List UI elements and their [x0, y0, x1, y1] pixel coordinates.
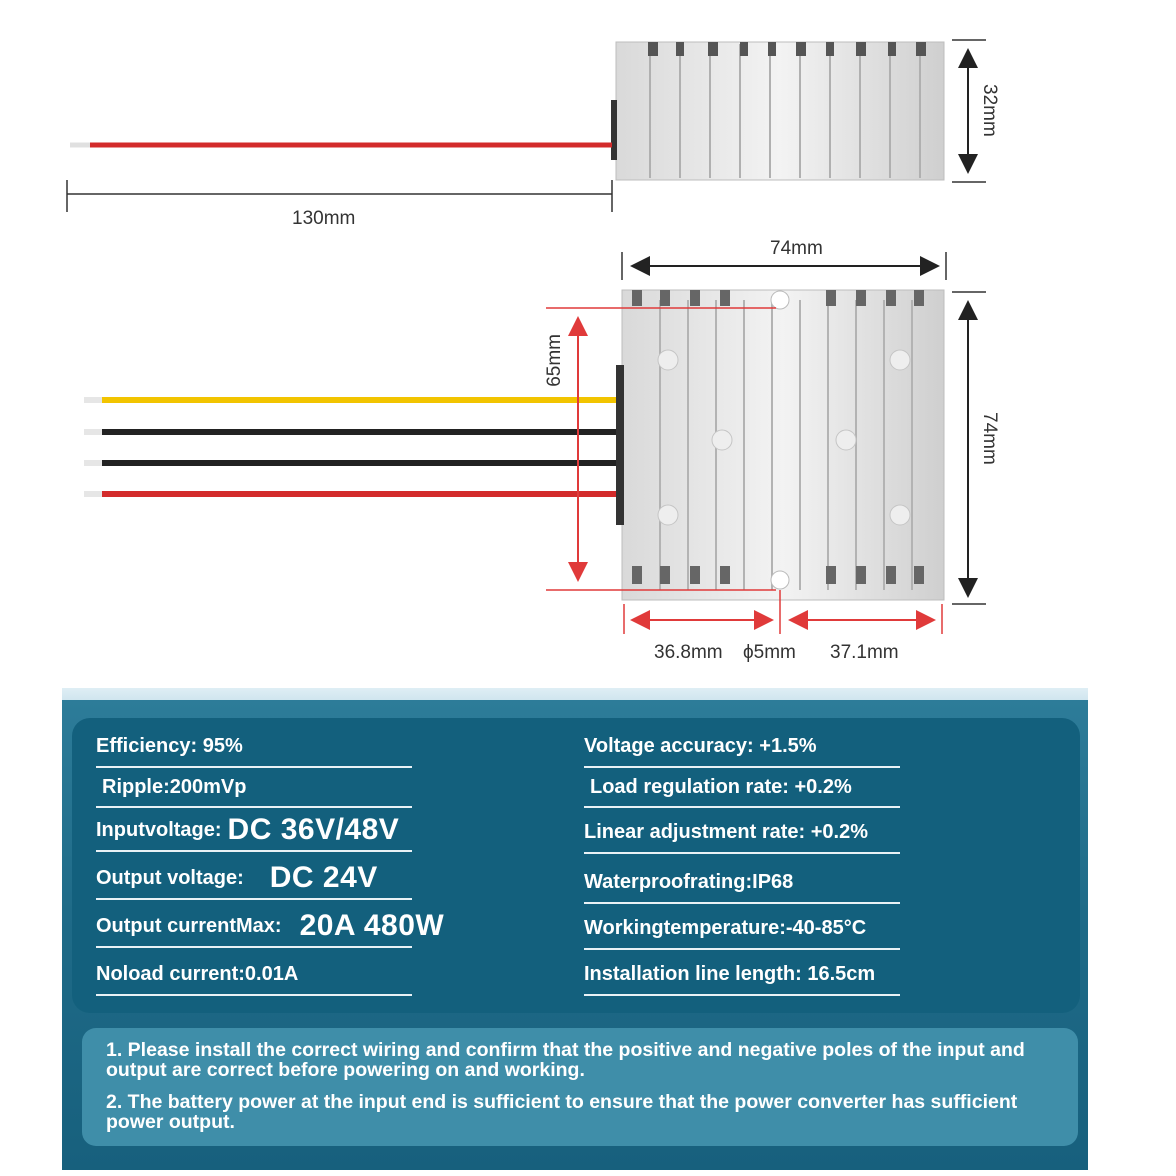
- spec-label: Ripple:200mVp: [102, 775, 247, 798]
- spec-value: DC 36V/48V: [227, 813, 400, 846]
- hole-diameter-label: ϕ5mm: [743, 642, 796, 663]
- side-cable-grommet: [611, 100, 617, 160]
- spec-label: Installation line length: 16.5cm: [584, 962, 876, 985]
- spec-working-temperature: [584, 908, 900, 950]
- note-2: 2. The battery power at the input end is sufficient to ensure that the power converter has sufficient power output.: [106, 1091, 1018, 1133]
- side-heatsink-body: [616, 42, 944, 180]
- spec-label: Linear adjustment rate: +0.2%: [584, 820, 868, 843]
- spec-label: Output voltage:: [96, 866, 244, 889]
- mount-hole-bottom: [771, 571, 789, 589]
- width-label: 74mm: [770, 238, 823, 259]
- spec-output-voltage: [96, 858, 412, 900]
- spec-linear-adjustment: [584, 812, 900, 854]
- side-view: [67, 40, 986, 212]
- spec-label: Workingtemperature:-40-85°C: [584, 916, 867, 939]
- spec-noload-current: [96, 954, 412, 996]
- spec-value: 20A 480W: [299, 909, 445, 942]
- right-offset-label: 37.1mm: [830, 642, 899, 663]
- mount-hole-top: [771, 291, 789, 309]
- spec-label: Voltage accuracy: +1.5%: [584, 734, 817, 757]
- spec-label: Efficiency: 95%: [96, 734, 243, 757]
- left-offset-label: 36.8mm: [654, 642, 723, 663]
- spec-label: Noload current:0.01A: [96, 962, 299, 985]
- top-cable-grommet: [616, 365, 624, 525]
- mount-spacing-label: 65mm: [544, 334, 565, 387]
- spec-output-current: [96, 906, 445, 948]
- cable-length-label: 130mm: [292, 208, 356, 229]
- spec-efficiency: [96, 726, 412, 768]
- wire-tips: [84, 400, 102, 494]
- top-view: [84, 252, 986, 634]
- spec-input-voltage: [96, 810, 412, 852]
- notes-box: [82, 1028, 1078, 1146]
- spec-label: Waterproofrating:IP68: [584, 870, 794, 893]
- spec-installation-line-length: [584, 954, 900, 996]
- spec-label: Load regulation rate: +0.2%: [590, 775, 852, 798]
- spec-value: DC 24V: [269, 861, 378, 894]
- height-label: 32mm: [979, 84, 1000, 137]
- spec-label: Inputvoltage:: [96, 818, 222, 841]
- top-heatsink-body: [622, 290, 944, 600]
- spec-waterproof-rating: [584, 862, 900, 904]
- spec-ripple: [96, 768, 412, 808]
- spec-label: Output currentMax:: [96, 914, 282, 937]
- spec-load-regulation: [584, 768, 900, 808]
- spec-voltage-accuracy: [584, 726, 900, 768]
- depth-label: 74mm: [979, 412, 1000, 465]
- note-1: 1. Please install the correct wiring and confirm that the positive and negative poles of the input and output are correct before powering on and working.: [106, 1039, 1025, 1081]
